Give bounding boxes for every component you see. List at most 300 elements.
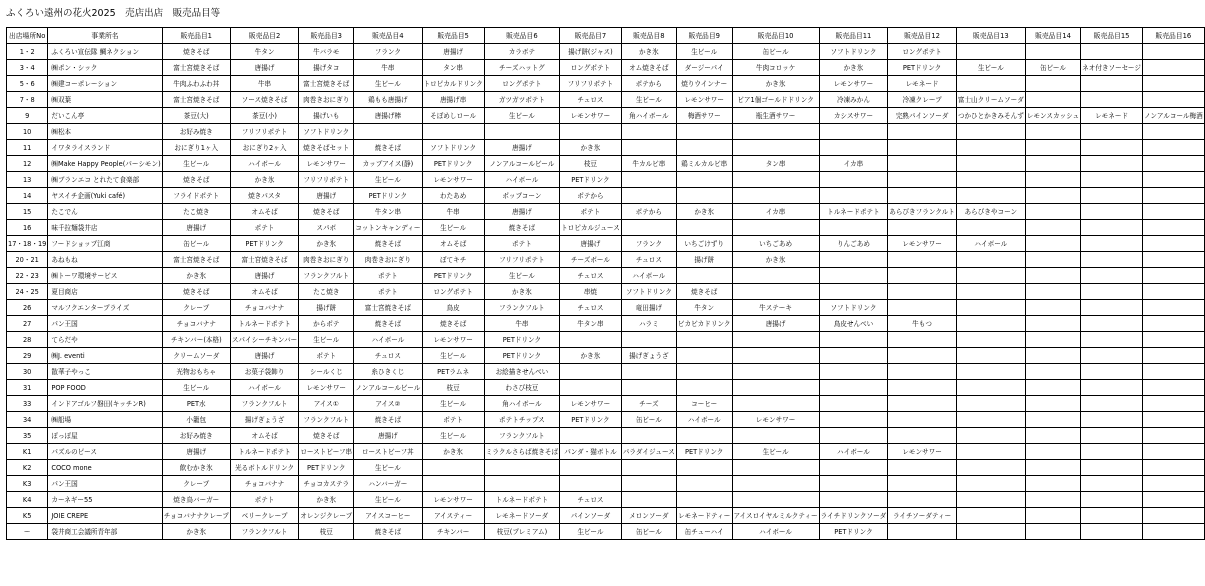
item-cell	[1143, 44, 1205, 60]
item-cell: クレープ	[162, 476, 230, 492]
item-cell: ガツガツポテト	[484, 92, 559, 108]
item-cell: ポテから	[560, 188, 622, 204]
item-cell	[956, 492, 1025, 508]
item-cell	[732, 348, 819, 364]
item-cell: アイス①	[299, 396, 354, 412]
item-cell: 肉巻きおにぎり	[299, 252, 354, 268]
business-name-cell: たこでん	[48, 204, 162, 220]
item-cell: レモンサワー	[676, 92, 732, 108]
item-cell: トルネードポテト	[230, 444, 298, 460]
item-cell	[1143, 412, 1205, 428]
item-cell	[560, 364, 622, 380]
item-cell	[956, 316, 1025, 332]
item-cell	[888, 364, 957, 380]
item-cell: 鶏ミルカルビ串	[676, 156, 732, 172]
item-cell: わさび枝豆	[484, 380, 559, 396]
header-item-6: 販売品目6	[484, 28, 559, 44]
item-cell	[1081, 508, 1143, 524]
item-cell	[1025, 428, 1080, 444]
item-cell: 富士宮焼きそば	[230, 252, 298, 268]
item-cell	[1081, 188, 1143, 204]
item-cell	[819, 364, 888, 380]
item-cell: チキンバー	[422, 524, 484, 540]
item-cell	[819, 492, 888, 508]
item-cell	[732, 492, 819, 508]
table-header-row	[7, 28, 1205, 44]
item-cell: おにぎり1ヶ入	[162, 140, 230, 156]
item-cell: コットンキャンディー	[354, 220, 422, 236]
item-cell: フリフリポテト	[299, 172, 354, 188]
item-cell: ハイボール	[354, 332, 422, 348]
table-row	[7, 140, 1205, 156]
item-cell: レモネードティー	[676, 508, 732, 524]
item-cell	[621, 124, 676, 140]
item-cell: レモンサワー	[819, 76, 888, 92]
item-cell	[819, 428, 888, 444]
business-name-cell: イワタライスランド	[48, 140, 162, 156]
item-cell	[819, 220, 888, 236]
item-cell: 牛肉ふわふわ丼	[162, 76, 230, 92]
item-cell	[1143, 492, 1205, 508]
item-cell: PETドリンク	[230, 236, 298, 252]
item-cell	[888, 348, 957, 364]
header-item-14: 販売品目14	[1025, 28, 1080, 44]
item-cell: 牛串	[230, 76, 298, 92]
item-cell: チーズハットグ	[484, 60, 559, 76]
header-item-12: 販売品目12	[888, 28, 957, 44]
item-cell: 生ビール	[354, 172, 422, 188]
item-cell	[484, 460, 559, 476]
item-cell: イカ串	[819, 156, 888, 172]
item-cell: 光るボトルドリンク	[230, 460, 298, 476]
item-cell	[676, 492, 732, 508]
item-cell	[888, 524, 957, 540]
item-cell: 枝豆(プレミアム)	[484, 524, 559, 540]
item-cell	[1025, 444, 1080, 460]
item-cell	[1143, 92, 1205, 108]
item-cell: ポテから	[621, 204, 676, 220]
item-cell: かき氷	[560, 348, 622, 364]
item-cell: チョコバナナ	[230, 476, 298, 492]
business-name-cell: ㈱J. eventi	[48, 348, 162, 364]
item-cell	[888, 476, 957, 492]
item-cell: 生ビール	[621, 92, 676, 108]
item-cell	[888, 172, 957, 188]
item-cell	[1081, 220, 1143, 236]
item-cell: レモネードソーダ	[484, 508, 559, 524]
item-cell: PETドリンク	[422, 156, 484, 172]
item-cell: クレープ	[162, 300, 230, 316]
item-cell: 角ハイボール	[484, 396, 559, 412]
item-cell	[819, 252, 888, 268]
item-cell: パラダイジュース	[621, 444, 676, 460]
item-cell	[1025, 44, 1080, 60]
item-cell: かき氷	[299, 492, 354, 508]
item-cell: フランク	[621, 236, 676, 252]
table-row	[7, 444, 1205, 460]
item-cell: 鳥皮	[422, 300, 484, 316]
item-cell: フランクフルト	[484, 428, 559, 444]
item-cell: 生ビール	[162, 380, 230, 396]
item-cell	[1081, 76, 1143, 92]
item-cell: つかひとかきみそんず	[956, 108, 1025, 124]
item-cell: ローストビーフ串	[299, 444, 354, 460]
item-cell: フランクフルト	[230, 524, 298, 540]
item-cell	[1143, 444, 1205, 460]
item-cell	[819, 476, 888, 492]
item-cell	[422, 124, 484, 140]
item-cell: オムそば	[230, 204, 298, 220]
item-cell	[621, 140, 676, 156]
location-no-cell: K3	[7, 476, 48, 492]
location-no-cell: 16	[7, 220, 48, 236]
item-cell: 飲むかき氷	[162, 460, 230, 476]
item-cell: 缶ビール	[621, 524, 676, 540]
location-no-cell: 20・21	[7, 252, 48, 268]
item-cell: ソフトドリンク	[819, 300, 888, 316]
item-cell	[732, 476, 819, 492]
item-cell	[819, 188, 888, 204]
location-no-cell: K1	[7, 444, 48, 460]
item-cell: 竜田揚げ	[621, 300, 676, 316]
item-cell: 生ビール	[484, 108, 559, 124]
header-item-13: 販売品目13	[956, 28, 1025, 44]
item-cell	[819, 268, 888, 284]
item-cell: 肉巻きおにぎり	[299, 92, 354, 108]
location-no-cell: 9	[7, 108, 48, 124]
item-cell: PETラムネ	[422, 364, 484, 380]
business-name-cell: ㈱ブランエコ とれたて食楽部	[48, 172, 162, 188]
table-row	[7, 508, 1205, 524]
item-cell	[732, 364, 819, 380]
header-item-16: 販売品目16	[1143, 28, 1205, 44]
business-name-cell: ㈱ポン・シック	[48, 60, 162, 76]
item-cell	[888, 156, 957, 172]
item-cell: チョコカステラ	[299, 476, 354, 492]
business-name-cell: インドアゴルフ磐田(キッチンR)	[48, 396, 162, 412]
item-cell: 焼きそば	[162, 44, 230, 60]
item-cell: フリフリポテト	[560, 76, 622, 92]
item-cell: トルネードポテト	[230, 316, 298, 332]
item-cell	[888, 188, 957, 204]
header-item-7: 販売品目7	[560, 28, 622, 44]
item-cell: ロングポテト	[484, 76, 559, 92]
item-cell: 鳥皮せんべい	[819, 316, 888, 332]
item-cell	[1025, 92, 1080, 108]
item-cell: 揚げ餅(ジャス)	[560, 44, 622, 60]
item-cell: 唐揚げ	[732, 316, 819, 332]
item-cell	[1081, 284, 1143, 300]
item-cell: 牛串	[484, 316, 559, 332]
item-cell	[1081, 412, 1143, 428]
item-cell	[888, 268, 957, 284]
location-no-cell: 34	[7, 412, 48, 428]
item-cell: 串焼	[560, 284, 622, 300]
table-row	[7, 316, 1205, 332]
item-cell	[1025, 252, 1080, 268]
item-cell	[1025, 76, 1080, 92]
item-cell: カップアイス(静)	[354, 156, 422, 172]
item-cell: PETドリンク	[819, 524, 888, 540]
item-cell	[819, 348, 888, 364]
item-cell	[1143, 156, 1205, 172]
item-cell: チーズ	[621, 396, 676, 412]
item-cell: PETドリンク	[422, 268, 484, 284]
item-cell	[819, 172, 888, 188]
item-cell	[1025, 412, 1080, 428]
item-cell: 冷凍クレープ	[888, 92, 957, 108]
item-cell: ミラクルさらば焼きそば	[484, 444, 559, 460]
location-no-cell: 22・23	[7, 268, 48, 284]
item-cell: 生ビール	[422, 428, 484, 444]
table-row	[7, 92, 1205, 108]
table-row	[7, 428, 1205, 444]
item-cell	[1143, 300, 1205, 316]
item-cell: 揚げぎょうざ	[230, 412, 298, 428]
item-cell: アイスコーヒー	[354, 508, 422, 524]
item-cell: 唐揚げ棒	[354, 108, 422, 124]
item-cell: ハイボール	[484, 172, 559, 188]
item-cell: レモンサワー	[422, 172, 484, 188]
header-business-name: 事業所名	[48, 28, 162, 44]
item-cell: カシスサワー	[819, 108, 888, 124]
item-cell	[888, 492, 957, 508]
item-cell	[956, 156, 1025, 172]
business-name-cell: マルフクエンタープライズ	[48, 300, 162, 316]
item-cell	[1025, 524, 1080, 540]
table-row	[7, 524, 1205, 540]
table-row	[7, 76, 1205, 92]
item-cell: ネオ付きソーセージ	[1081, 60, 1143, 76]
item-cell: 焼きそば	[354, 412, 422, 428]
item-cell: 焼きそば	[484, 220, 559, 236]
item-cell: 唐揚げ	[230, 348, 298, 364]
item-cell: 唐揚げ	[230, 60, 298, 76]
item-cell: あらびきフランクルト	[888, 204, 957, 220]
item-cell	[732, 188, 819, 204]
item-cell	[1143, 332, 1205, 348]
table-row	[7, 460, 1205, 476]
business-name-cell: てらだや	[48, 332, 162, 348]
item-cell	[1081, 444, 1143, 460]
item-cell	[560, 476, 622, 492]
item-cell: 生ビール	[560, 524, 622, 540]
item-cell	[1143, 76, 1205, 92]
item-cell: 生ビール	[299, 332, 354, 348]
item-cell: フライドポテト	[162, 188, 230, 204]
item-cell: お菓子袋飾り	[230, 364, 298, 380]
item-cell	[1025, 396, 1080, 412]
item-cell	[956, 444, 1025, 460]
location-no-cell: 35	[7, 428, 48, 444]
item-cell: 生ビール	[422, 348, 484, 364]
item-cell: かき氷	[676, 204, 732, 220]
item-cell	[676, 476, 732, 492]
item-cell: ポテト	[299, 348, 354, 364]
item-cell	[819, 412, 888, 428]
item-cell	[956, 524, 1025, 540]
item-cell: 焼きそばセット	[299, 140, 354, 156]
location-no-cell: 5・6	[7, 76, 48, 92]
item-cell	[676, 188, 732, 204]
item-cell	[1025, 316, 1080, 332]
business-name-cell: ぽっぽ屋	[48, 428, 162, 444]
item-cell: ビア1個ゴールドドリンク	[732, 92, 819, 108]
location-no-cell: 12	[7, 156, 48, 172]
item-cell: たこ焼き	[299, 284, 354, 300]
location-no-cell: 7・8	[7, 92, 48, 108]
location-no-cell: K2	[7, 460, 48, 476]
item-cell: 枝豆	[560, 156, 622, 172]
item-cell: 焼きそば	[299, 428, 354, 444]
item-cell: かき氷	[732, 76, 819, 92]
item-cell	[1081, 380, 1143, 396]
table-row	[7, 124, 1205, 140]
item-cell	[1081, 156, 1143, 172]
item-cell: ポテト	[422, 412, 484, 428]
item-cell: 生ビール	[354, 76, 422, 92]
item-cell	[1025, 380, 1080, 396]
item-cell	[888, 220, 957, 236]
location-no-cell: 13	[7, 172, 48, 188]
item-cell	[560, 124, 622, 140]
item-cell: 富士宮焼きそば	[162, 60, 230, 76]
header-item-9: 販売品目9	[676, 28, 732, 44]
business-name-cell: 夏目商店	[48, 284, 162, 300]
item-cell: 焼きそば	[162, 284, 230, 300]
item-cell: 唐揚げ	[422, 44, 484, 60]
item-cell: 光物おもちゃ	[162, 364, 230, 380]
item-cell	[560, 380, 622, 396]
item-cell	[956, 284, 1025, 300]
item-cell: わたあめ	[422, 188, 484, 204]
header-item-3: 販売品目3	[299, 28, 354, 44]
item-cell: 焼きそば	[422, 316, 484, 332]
item-cell: お絵描きせんべい	[484, 364, 559, 380]
item-cell	[1025, 220, 1080, 236]
business-name-cell: 袋井商工会議所青年部	[48, 524, 162, 540]
item-cell	[1081, 300, 1143, 316]
business-name-cell: ㈱トーワ環境サービス	[48, 268, 162, 284]
item-cell	[621, 188, 676, 204]
item-cell: 焼きそば	[354, 140, 422, 156]
item-cell: ポテから	[621, 76, 676, 92]
item-cell: かき氷	[230, 172, 298, 188]
item-cell: フランクフルト	[299, 268, 354, 284]
item-cell: ロングポテト	[422, 284, 484, 300]
item-cell	[888, 412, 957, 428]
item-cell: 唐揚げ	[484, 140, 559, 156]
item-cell: 鶏もも唐揚げ	[354, 92, 422, 108]
item-cell: オムそば	[230, 284, 298, 300]
item-cell: レモンサワー	[732, 412, 819, 428]
item-cell: 唐揚げ	[162, 220, 230, 236]
item-cell: PET水	[162, 396, 230, 412]
item-cell: パインソーダ	[560, 508, 622, 524]
item-cell: トルネードポテト	[819, 204, 888, 220]
table-row	[7, 252, 1205, 268]
item-cell	[956, 332, 1025, 348]
item-cell: オレンジクレープ	[299, 508, 354, 524]
item-cell: 牛串	[354, 60, 422, 76]
item-cell: 揚げぎょうざ	[621, 348, 676, 364]
item-cell: かき氷	[299, 236, 354, 252]
item-cell: かき氷	[162, 524, 230, 540]
item-cell: 茶豆(小)	[230, 108, 298, 124]
item-cell: 生ビール	[484, 268, 559, 284]
item-cell: 唐揚げ	[230, 268, 298, 284]
item-cell: 唐揚げ	[560, 236, 622, 252]
header-item-11: 販売品目11	[819, 28, 888, 44]
item-cell: ポップコーン	[484, 188, 559, 204]
item-cell: お好み焼き	[162, 124, 230, 140]
item-cell: 生ビール	[732, 444, 819, 460]
item-cell	[676, 268, 732, 284]
table-body	[7, 44, 1205, 540]
item-cell: イカ串	[732, 204, 819, 220]
header-item-15: 販売品目15	[1081, 28, 1143, 44]
item-cell: フランク	[354, 44, 422, 60]
item-cell: 角ハイボール	[621, 108, 676, 124]
item-cell	[888, 300, 957, 316]
item-cell	[560, 428, 622, 444]
table-row	[7, 348, 1205, 364]
item-cell: フリフリポテト	[230, 124, 298, 140]
item-cell: 揚げ餅	[299, 300, 354, 316]
item-cell	[422, 460, 484, 476]
item-cell	[819, 140, 888, 156]
item-cell: 生ビール	[354, 460, 422, 476]
location-no-cell: 27	[7, 316, 48, 332]
item-cell	[1143, 348, 1205, 364]
item-cell	[484, 124, 559, 140]
item-cell: オムそば	[230, 428, 298, 444]
item-cell: 富士宮焼きそば	[162, 92, 230, 108]
item-cell: 牛タン串	[560, 316, 622, 332]
header-item-1: 販売品目1	[162, 28, 230, 44]
table-row	[7, 204, 1205, 220]
item-cell	[888, 396, 957, 412]
location-no-cell: 11	[7, 140, 48, 156]
item-cell: タン串	[422, 60, 484, 76]
item-cell	[1025, 124, 1080, 140]
item-cell: ハイボール	[732, 524, 819, 540]
item-cell: 富士宮焼きそば	[299, 76, 354, 92]
item-cell: ハイボール	[819, 444, 888, 460]
item-cell: ローストビーフ丼	[354, 444, 422, 460]
item-cell	[1081, 92, 1143, 108]
item-cell	[956, 364, 1025, 380]
item-cell: フランクフルト	[299, 412, 354, 428]
item-cell	[1025, 476, 1080, 492]
business-name-cell: パズルのピース	[48, 444, 162, 460]
item-cell: お好み焼き	[162, 428, 230, 444]
item-cell	[1143, 124, 1205, 140]
item-cell	[888, 428, 957, 444]
item-cell: 唐揚げ串	[422, 92, 484, 108]
item-cell: PETドリンク	[888, 60, 957, 76]
item-cell: チョコバナナクレープ	[162, 508, 230, 524]
item-cell	[1081, 204, 1143, 220]
item-cell: 唐揚げ	[162, 444, 230, 460]
item-cell: PETドリンク	[560, 412, 622, 428]
item-cell	[1143, 220, 1205, 236]
item-cell	[1143, 284, 1205, 300]
item-cell: おにぎり2ヶ入	[230, 140, 298, 156]
item-cell	[1143, 268, 1205, 284]
item-cell: ハイボール	[230, 156, 298, 172]
item-cell	[484, 476, 559, 492]
